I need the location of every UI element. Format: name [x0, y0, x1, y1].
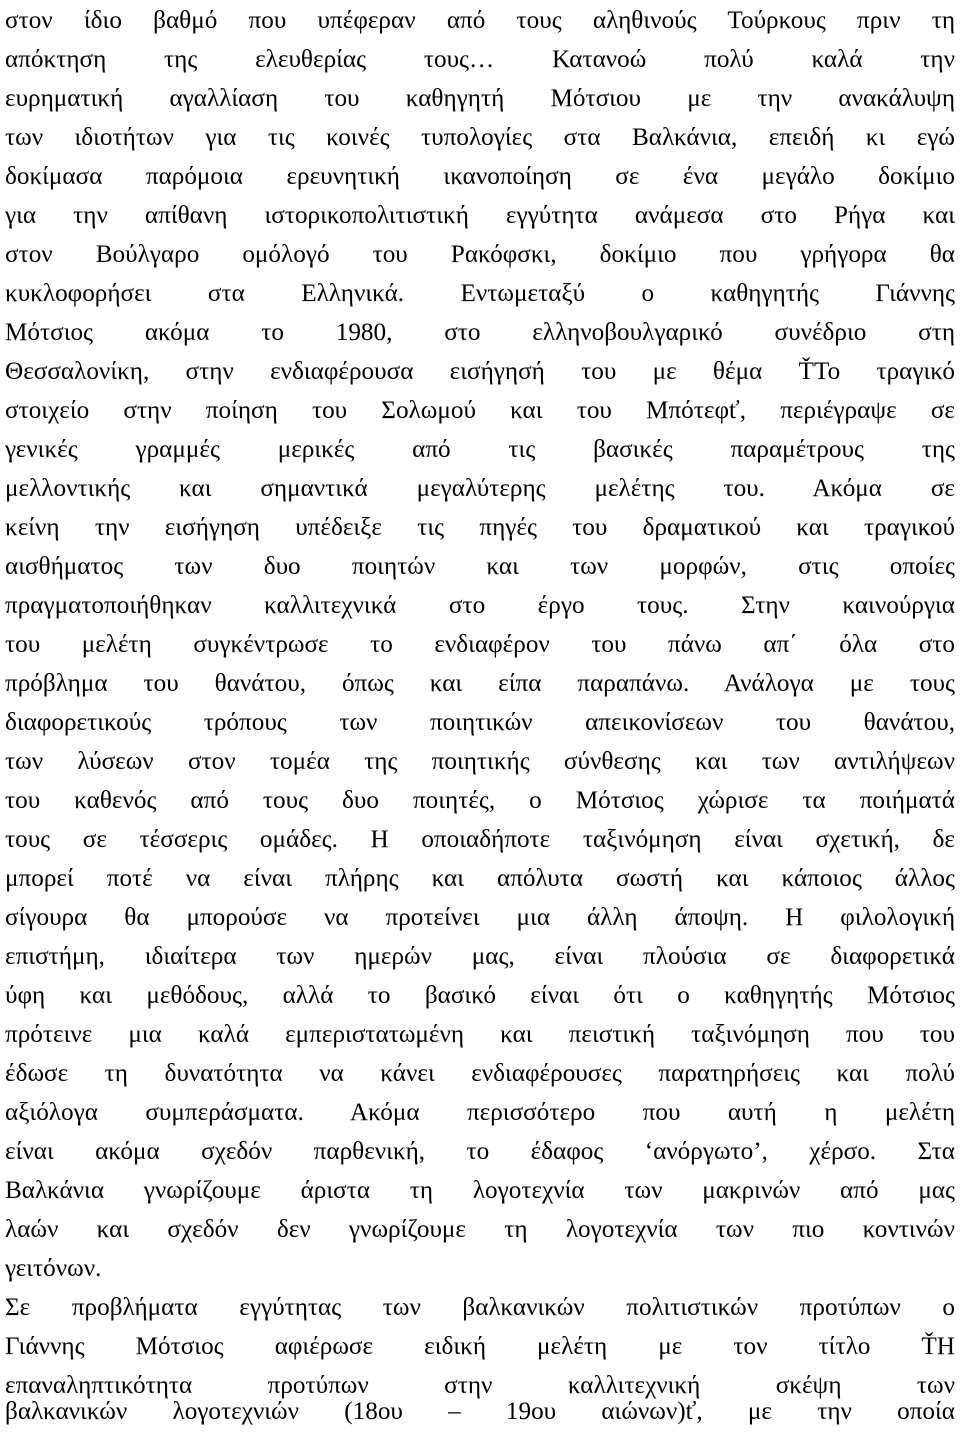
text-line: για την απίθανη ιστορικοπολιτιστική εγγύτητα ανάμεσα στο Ρήγα και [5, 202, 955, 229]
text-line: ύφη και μεθόδους, αλλά το βασικό είναι ότι ο καθηγητής Μότσιος [5, 982, 955, 1009]
text-line: του μελέτη συγκέντρωσε το ενδιαφέρον του πάνω απ΄ όλα στο [5, 631, 955, 658]
text-line: Θεσσαλονίκη, στην ενδιαφέρουσα εισήγησή του με θέμα ŤΤο τραγικό [5, 358, 955, 385]
text-line: σίγουρα θα μπορούσε να προτείνει μια άλλη άποψη. Η φιλολογική [5, 904, 955, 931]
text-line: πρόβλημα του θανάτου, όπως και είπα παραπάνω. Ανάλογα με τους [5, 670, 955, 697]
text-line: αξιόλογα συμπεράσματα. Ακόμα περισσότερο που αυτή η μελέτη [5, 1099, 955, 1126]
text-line: πραγματοποιήθηκαν καλλιτεχνικά στο έργο τους. Στην καινούργια [5, 592, 955, 619]
text-line: αισθήματος των δυο ποιητών και των μορφών, στις οποίες [5, 553, 955, 580]
text-line: των ιδιοτήτων για τις κοινές τυπολογίες στα Βαλκάνια, επειδή κι εγώ [5, 124, 955, 151]
text-line: Γιάννης Μότσιος αφιέρωσε ειδική μελέτη με τον τίτλο ŤΗ [5, 1333, 955, 1360]
text-line: δοκίμασα παρόμοια ερευνητική ικανοποίηση σε ένα μεγάλο δοκίμιο [5, 163, 955, 190]
text-line: ευρηματική αγαλλίαση του καθηγητή Μότσιου με την ανακάλυψη [5, 85, 955, 112]
text-line: στοιχείο στην ποίηση του Σολωμού και του Μπότεφť, περιέγραψε σε [5, 397, 955, 424]
text-line: του καθενός από τους δυο ποιητές, ο Μότσιος χώρισε τα ποιήματά [5, 787, 955, 814]
text-line: γειτόνων. [5, 1255, 102, 1282]
text-line: λαών και σχεδόν δεν γνωρίζουμε τη λογοτεχνία των πιο κοντινών [5, 1216, 955, 1243]
text-line: τους σε τέσσερις ομάδες. Η οποιαδήποτε ταξινόμηση είναι σχετική, δε [5, 826, 955, 853]
text-line: βαλκανικών λογοτεχνιών (18ου – 19ου αιώνων)ť, με την οποία [5, 1398, 955, 1425]
text-line: μελλοντικής και σημαντικά μεγαλύτερης μελέτης του. Ακόμα σε [5, 475, 955, 502]
text-line: στον ίδιο βαθμό που υπέφεραν από τους αληθινούς Τούρκους πριν τη [5, 7, 955, 34]
text-line: πρότεινε μια καλά εμπεριστατωμένη και πειστική ταξινόμηση που του [5, 1021, 955, 1048]
text-line: Σε προβλήματα εγγύτητας των βαλκανικών πολιτιστικών προτύπων ο [5, 1294, 955, 1321]
text-line: Βαλκάνια γνωρίζουμε άριστα τη λογοτεχνία των μακρινών από μας [5, 1177, 955, 1204]
text-line: είναι ακόμα σχεδόν παρθενική, το έδαφος ‘ανόργωτο’, χέρσο. Στα [5, 1138, 955, 1165]
text-line: Μότσιος ακόμα το 1980, στο ελληνοβουλγαρικό συνέδριο στη [5, 319, 955, 346]
text-line: κείνη την εισήγηση υπέδειξε τις πηγές του δραματικού και τραγικού [5, 514, 955, 541]
text-line: μπορεί ποτέ να είναι πλήρης και απόλυτα σωστή και κάποιος άλλος [5, 865, 955, 892]
text-line: των λύσεων στον τομέα της ποιητικής σύνθεσης και των αντιλήψεων [5, 748, 955, 775]
text-line: γενικές γραμμές μερικές από τις βασικές παραμέτρους της [5, 436, 955, 463]
text-line: διαφορετικούς τρόπους των ποιητικών απεικονίσεων του θανάτου, [5, 709, 955, 736]
text-line: επιστήμη, ιδιαίτερα των ημερών μας, είναι πλούσια σε διαφορετικά [5, 943, 955, 970]
text-line: κυκλοφορήσει στα Ελληνικά. Εντωμεταξύ ο καθηγητής Γιάννης [5, 280, 955, 307]
text-line: επαναληπτικότητα προτύπων στην καλλιτεχνική σκέψη των [5, 1372, 955, 1399]
text-line: απόκτηση της ελευθερίας τους… Κατανοώ πολύ καλά την [5, 46, 955, 73]
text-line: έδωσε τη δυνατότητα να κάνει ενδιαφέρουσες παρατηρήσεις και πολύ [5, 1060, 955, 1087]
text-line: στον Βούλγαρο ομόλογό του Ρακόφσκι, δοκίμιο που γρήγορα θα [5, 241, 955, 268]
